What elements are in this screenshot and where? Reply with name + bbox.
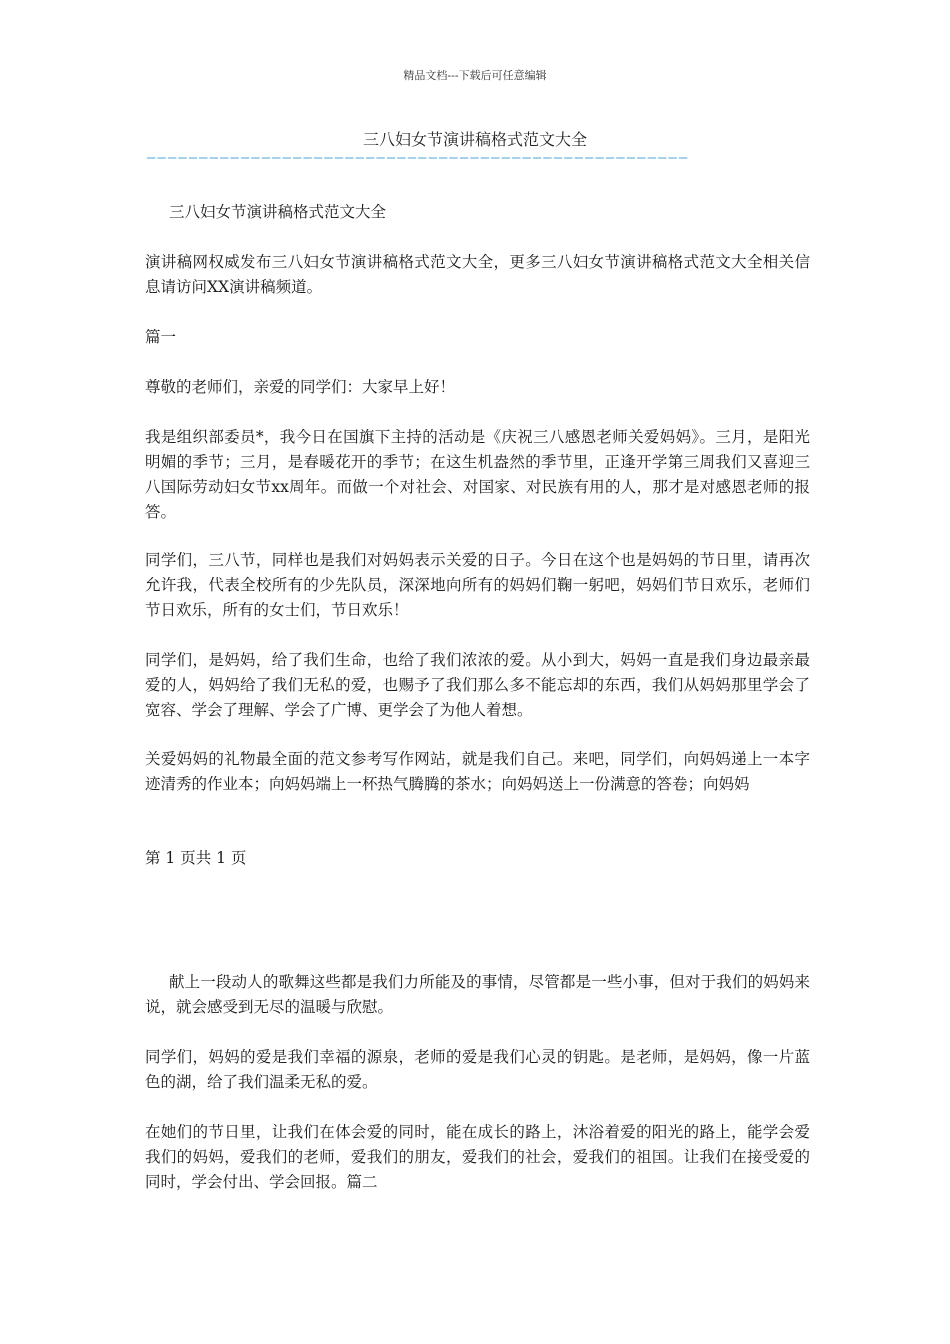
body-paragraph-5: 献上一段动人的歌舞这些都是我们力所能及的事情，尽管都是一些小事，但对于我们的妈妈来说，就会感受到无尽的温暖与欣慰。: [145, 973, 810, 1016]
section-heading-1: 篇一: [145, 328, 177, 346]
page-footer: 第 1 页共 1 页: [145, 849, 247, 867]
intro-paragraph: 演讲稿网权威发布三八妇女节演讲稿格式范文大全，更多三八妇女节演讲稿格式范文大全相关信息请访问XX演讲稿频道。: [145, 253, 810, 296]
page-header-note: 精品文档---下载后可任意编辑: [403, 69, 547, 82]
body-paragraph-6: 同学们，妈妈的爱是我们幸福的源泉，老师的爱是我们心灵的钥匙。是老师，是妈妈，像一片蓝色的湖，给了我们温柔无私的爱。: [145, 1048, 810, 1091]
body-paragraph-7: 在她们的节日里，让我们在体会爱的同时，能在成长的路上，沐浴着爱的阳光的路上，能学会爱我们的妈妈，爱我们的老师，爱我们的朋友，爱我们的社会，爱我们的祖国。让我们在接受爱的同时，学会付出、学会回报。篇二: [145, 1123, 810, 1191]
body-paragraph-4: 关爱妈妈的礼物最全面的范文参考写作网站，就是我们自己。来吧，同学们，向妈妈递上一本字迹清秀的作业本；向妈妈端上一杯热气腾腾的茶水；向妈妈送上一份满意的答卷；向妈妈: [145, 750, 810, 793]
body-paragraph-1: 我是组织部委员*，我今日在国旗下主持的活动是《庆祝三八感恩老师关爱妈妈》。三月，是阳光明媚的季节；三月，是春暖花开的季节；在这生机盎然的季节里，正逢开学第三周我们又喜迎三八国际劳动妇女节xx周年。而做一个对社会、对国家、对民族有用的人，那才是对感恩老师的报答。: [145, 428, 810, 521]
body-paragraph-3: 同学们，是妈妈，给了我们生命，也给了我们浓浓的爱。从小到大，妈妈一直是我们身边最亲最爱的人，妈妈给了我们无私的爱，也赐予了我们那么多不能忘却的东西，我们从妈妈那里学会了宽容、学会了理解、学会了广博、更学会了为他人着想。: [145, 651, 810, 719]
greeting-paragraph: 尊敬的老师们，亲爱的同学们：大家早上好！: [145, 378, 456, 396]
document-subtitle: 三八妇女节演讲稿格式范文大全: [169, 203, 387, 221]
document-title: 三八妇女节演讲稿格式范文大全: [362, 130, 587, 149]
title-divider: ————————————————————————————————————————————————————: [147, 150, 690, 164]
body-paragraph-2: 同学们，三八节，同样也是我们对妈妈表示关爱的日子。今日在这个也是妈妈的节日里，请再次允许我，代表全校所有的少先队员，深深地向所有的妈妈们鞠一躬吧，妈妈们节日欢乐，老师们节日欢乐，所有的女士们，节日欢乐！: [145, 551, 810, 619]
